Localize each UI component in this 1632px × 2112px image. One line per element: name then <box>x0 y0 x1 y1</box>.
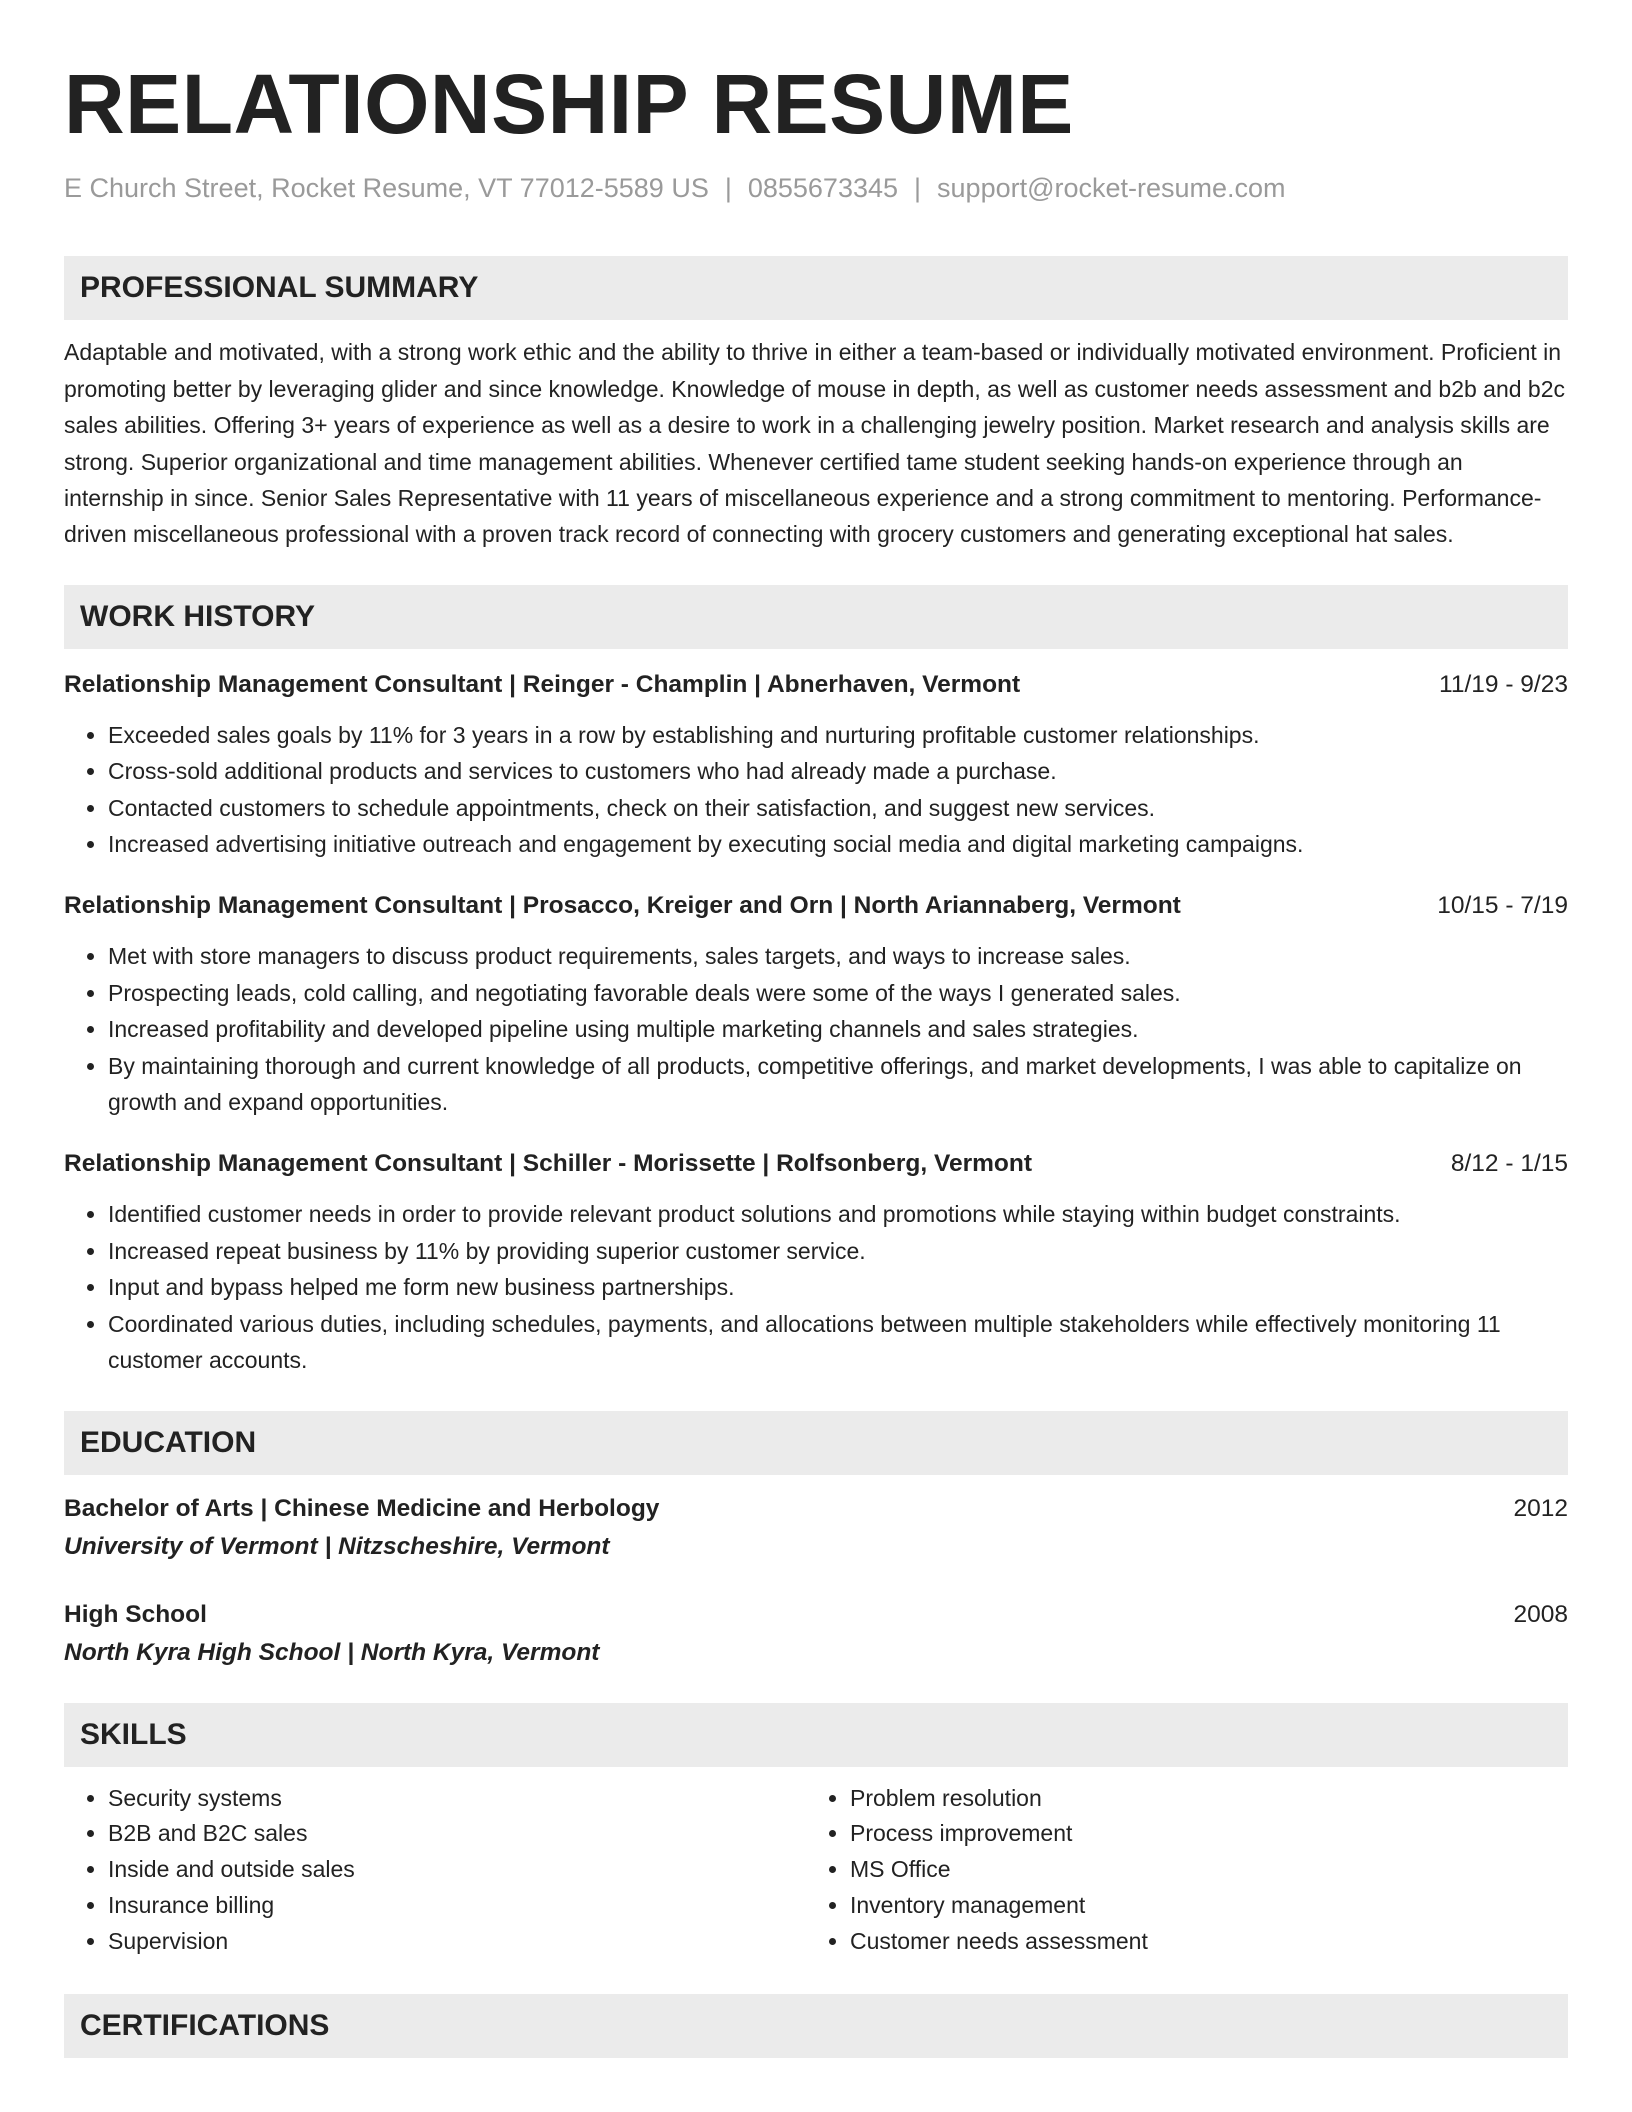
skill-item: • Inside and outside sales <box>108 1852 806 1888</box>
job-dates: 10/15 - 7/19 <box>1437 892 1568 920</box>
job-dates: 11/19 - 9/23 <box>1439 670 1568 698</box>
skill-item: • MS Office <box>850 1852 1548 1888</box>
skill-item: • Inventory management <box>850 1888 1548 1924</box>
job-title: Relationship Management Consultant | Schiller - Morissette | Rolfsonberg, Vermont <box>64 1150 1032 1178</box>
skill-item: • Insurance billing <box>108 1888 806 1924</box>
contact-address: E Church Street, Rocket Resume, VT 77012-5589 US <box>64 173 709 203</box>
education-entry <box>64 1491 1568 1565</box>
education-school: University of Vermont | Nitzscheshire, Vermont <box>64 1532 610 1560</box>
job-bullet: • Contacted customers to schedule appointments, check on their satisfaction, and suggest new services. <box>108 790 1568 826</box>
contact-email: support@rocket-resume.com <box>937 173 1286 203</box>
job-bullet: • Increased profitability and developed pipeline using multiple marketing channels and sales strategies. <box>108 1011 1568 1047</box>
contact-phone: 0855673345 <box>747 173 899 203</box>
job-bullets <box>64 938 1568 1120</box>
job-bullet: • Coordinated various duties, including schedules, payments, and allocations between multiple stakeholders while effectively monitoring 11 customer accounts. <box>108 1306 1568 1379</box>
section-header-certifications: CERTIFICATIONS <box>64 1994 1568 2058</box>
job-bullets <box>64 717 1568 863</box>
summary-text: Adaptable and motivated, with a strong work ethic and the ability to thrive in either a team-based or individually motivated environment. Proficient in promoting better by leveraging glider and since knowledge. Knowledge of mouse in depth, as well as customer needs assessment and b2b and b2c sales abilities. Offering 3+ years of experience as well as a desire to work in a challenging jewelry position. Market research and analysis skills are strong. Superior organizational and time management abilities. Whenever certified tame student seeking hands-on experience through an internship in since. Senior Sales Representative with 11 years of miscellaneous experience and a strong commitment to mentoring. Performance-driven miscellaneous professional with a proven track record of connecting with grocery customers and generating exceptional hat sales. <box>64 339 1566 548</box>
job-bullet: • Identified customer needs in order to provide relevant product solutions and promotions while staying within budget constraints. <box>108 1196 1568 1232</box>
section-header-work-history: WORK HISTORY <box>64 585 1568 649</box>
job-bullet: • Exceeded sales goals by 11% for 3 years in a row by establishing and nurturing profitable customer relationships. <box>108 717 1568 753</box>
skill-item: • Problem resolution <box>850 1781 1548 1817</box>
skills-column-right <box>806 1781 1548 1960</box>
job-dates: 8/12 - 1/15 <box>1450 1150 1568 1178</box>
education-year: 2008 <box>1513 1600 1568 1628</box>
skill-item: • Supervision <box>108 1924 806 1960</box>
skill-item: • Process improvement <box>850 1816 1548 1852</box>
skills-column-left <box>64 1781 806 1960</box>
contact-line <box>64 172 1568 204</box>
section-header-education: EDUCATION <box>64 1411 1568 1475</box>
skill-item: • Security systems <box>108 1781 806 1817</box>
job-entry <box>64 888 1568 1120</box>
job-bullet: • By maintaining thorough and current knowledge of all products, competitive offerings, and market developments, I was able to capitalize on growth and expand opportunities. <box>108 1048 1568 1121</box>
job-bullet: • Cross-sold additional products and services to customers who had already made a purchase. <box>108 753 1568 789</box>
job-entry <box>64 667 1568 863</box>
job-bullet: • Prospecting leads, cold calling, and negotiating favorable deals were some of the ways I generated sales. <box>108 975 1568 1011</box>
job-title: Relationship Management Consultant | Prosacco, Kreiger and Orn | North Ariannaberg, Vermont <box>64 892 1181 920</box>
skill-item: • B2B and B2C sales <box>108 1816 806 1852</box>
education-degree: High School <box>64 1600 207 1628</box>
job-bullet: • Increased repeat business by 11% by providing superior customer service. <box>108 1233 1568 1269</box>
education-entry <box>64 1597 1568 1671</box>
resume-name: RELATIONSHIP RESUME <box>64 57 1074 151</box>
skills-list <box>64 1781 1568 1960</box>
skill-item: • Customer needs assessment <box>850 1924 1548 1960</box>
job-title: Relationship Management Consultant | Reinger - Champlin | Abnerhaven, Vermont <box>64 670 1021 698</box>
job-bullet: • Input and bypass helped me form new business partnerships. <box>108 1269 1568 1305</box>
education-degree: Bachelor of Arts | Chinese Medicine and Herbology <box>64 1494 660 1522</box>
job-bullet: • Met with store managers to discuss product requirements, sales targets, and ways to increase sales. <box>108 938 1568 974</box>
contact-separator: | <box>914 173 922 203</box>
contact-separator: | <box>724 173 732 203</box>
education-school: North Kyra High School | North Kyra, Vermont <box>64 1638 600 1666</box>
job-bullet: • Increased advertising initiative outreach and engagement by executing social media and digital marketing campaigns. <box>108 826 1568 862</box>
section-header-skills: SKILLS <box>64 1703 1568 1767</box>
resume-page <box>64 50 1568 2058</box>
education-year: 2012 <box>1513 1494 1568 1522</box>
section-header-summary: PROFESSIONAL SUMMARY <box>64 256 1568 320</box>
job-entry <box>64 1146 1568 1378</box>
job-bullets <box>64 1196 1568 1378</box>
